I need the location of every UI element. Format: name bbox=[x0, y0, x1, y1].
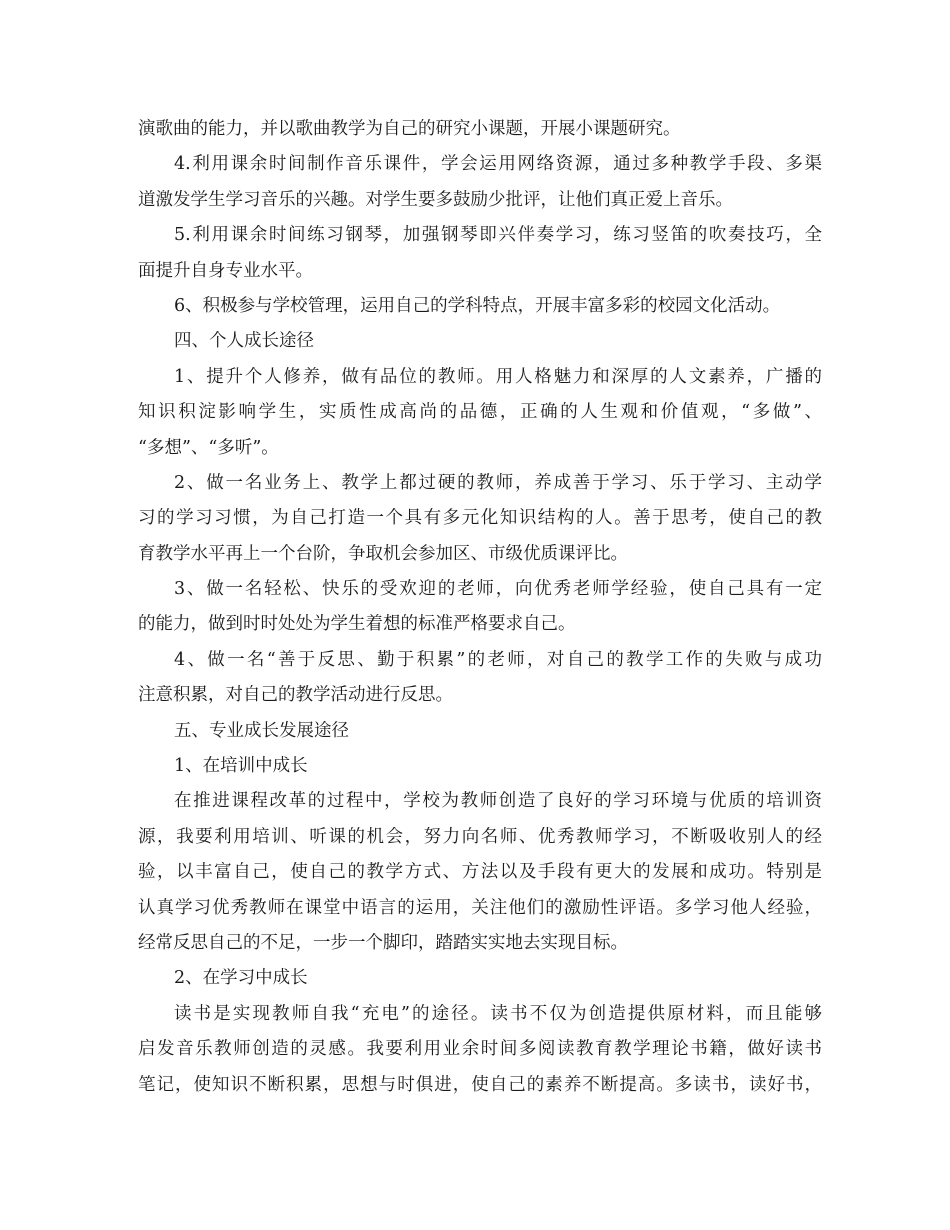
text-line: 习的学习习惯，为自己打造一个具有多元化知识结构的人。善于思考，使自己的教 bbox=[138, 508, 822, 529]
text-line: 2、在学习中成长 bbox=[174, 968, 308, 989]
text-line: 认真学习优秀教师在课堂中语言的运用，关注他们的激励性评语。多学习他人经验， bbox=[138, 897, 822, 918]
text-line: 启发音乐教师创造的灵感。我要利用业余时间多阅读教育教学理论书籍，做好读书 bbox=[138, 1039, 822, 1060]
text-line: 1、提升个人修养，做有品位的教师。用人格魅力和深厚的人文素养，广播的 bbox=[174, 366, 822, 387]
text-line: 5.利用课余时间练习钢琴，加强钢琴即兴伴奏学习，练习竖笛的吹奏技巧，全 bbox=[174, 225, 822, 246]
text-line: 的能力，做到时时处处为学生着想的标准严格要求自己。 bbox=[138, 614, 576, 635]
text-line: “多想”、“多听”。 bbox=[138, 437, 279, 458]
text-line: 1、在培训中成长 bbox=[174, 756, 308, 777]
text-line: 笔记，使知识不断积累，思想与时俱进，使自己的素养不断提高。多读书，读好书， bbox=[138, 1074, 822, 1095]
text-line: 道激发学生学习音乐的兴趣。对学生要多鼓励少批评，让他们真正爱上音乐。 bbox=[138, 189, 733, 210]
text-line: 育教学水平再上一个台阶，争取机会参加区、市级优质课评比。 bbox=[138, 543, 628, 564]
text-line: 读书是实现教师自我“充电”的途径。读书不仅为创造提供原材料，而且能够 bbox=[174, 1003, 822, 1024]
text-line: 注意积累，对自己的教学活动进行反思。 bbox=[138, 685, 453, 706]
text-line: 五、专业成长发展途径 bbox=[174, 720, 349, 741]
text-line: 在推进课程改革的过程中，学校为教师创造了良好的学习环境与优质的培训资 bbox=[174, 791, 822, 812]
text-line: 6、积极参与学校管理，运用自己的学科特点，开展丰富多彩的校园文化活动。 bbox=[174, 295, 781, 316]
text-line: 演歌曲的能力，并以歌曲教学为自己的研究小课题，开展小课题研究。 bbox=[138, 119, 681, 139]
text-line: 经常反思自己的不足，一步一个脚印，踏踏实实地去实现目标。 bbox=[138, 932, 628, 953]
text-line: 源，我要利用培训、听课的机会，努力向名师、优秀教师学习，不断吸收别人的经 bbox=[138, 826, 822, 847]
text-line: 面提升自身专业水平。 bbox=[138, 260, 313, 281]
text-line: 2、做一名业务上、教学上都过硬的教师，养成善于学习、乐于学习、主动学 bbox=[174, 472, 822, 493]
document-body bbox=[138, 112, 822, 1103]
text-line: 4.利用课余时间制作音乐课件，学会运用网络资源，通过多种教学手段、多渠 bbox=[174, 154, 822, 175]
text-line: 验，以丰富自己，使自己的教学方式、方法以及手段有更大的发展和成功。特别是 bbox=[138, 862, 822, 883]
text-line: 3、做一名轻松、快乐的受欢迎的老师，向优秀老师学经验，使自己具有一定 bbox=[174, 579, 822, 600]
text-line: 知识积淀影响学生，实质性成高尚的品德，正确的人生观和价值观，“多做”、 bbox=[138, 402, 822, 423]
text-line: 4、做一名“善于反思、勤于积累”的老师，对自己的教学工作的失败与成功 bbox=[174, 649, 822, 670]
text-line: 四、个人成长途径 bbox=[174, 331, 314, 352]
